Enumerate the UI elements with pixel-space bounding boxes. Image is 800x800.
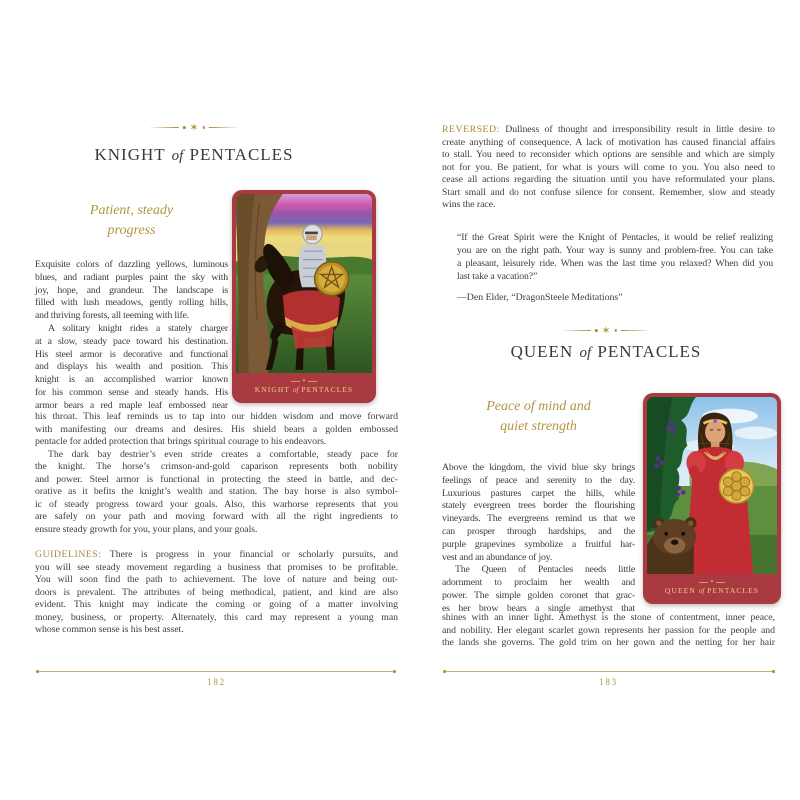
- title-word: QUEEN: [510, 342, 574, 361]
- body-text-narrow-column: [35, 259, 228, 413]
- text-line: ensure steady growth for you, your plans, and your goals.: [35, 523, 258, 535]
- text-line: His steel armor is decorative and functional: [35, 348, 228, 360]
- ornament-line: [621, 330, 652, 331]
- text-line: REVERSED: Dullness of thought and irresponsibility result in little desire to: [442, 124, 775, 135]
- subtitle-line: progress: [107, 222, 156, 238]
- section-divider-ornament: [560, 325, 652, 336]
- text-line: blues, and radiant purples paint the sky with: [35, 271, 228, 283]
- paragraph-label: REVERSED:: [442, 124, 500, 135]
- text-line: pentacle for added protection that brings spiritual courage to his endeavors.: [35, 436, 327, 448]
- keyword-subtitle: [35, 201, 228, 240]
- text-line: whose common sense is his best asset.: [35, 624, 184, 635]
- ornament-dot: [203, 126, 206, 129]
- text-line: “If the Great Spirit were the Knight of Pentacles, it would be relief realizing: [457, 232, 773, 243]
- body-text-full-width: [442, 612, 775, 650]
- text-line: the knight. The horse’s crimson-and-gold caparison represents both nobility: [35, 461, 398, 473]
- body-text-narrow-column: [442, 462, 635, 616]
- text-line: vest and an abundance of joy.: [442, 551, 552, 563]
- text-line: armor bears a red maple leaf embossed near: [35, 399, 228, 411]
- text-line: ic of steady progress toward your goals. Also, this warhorse represents that you: [35, 498, 398, 510]
- text-line: for his common sense and steady hands. His: [35, 386, 228, 398]
- card-artwork-knight: [236, 194, 372, 373]
- text-line: with manifesting our dreams and desires. His shield bears a golden embossed: [35, 423, 398, 435]
- band-ornament: [291, 379, 317, 384]
- text-line: The Queen of Pentacles needs little: [455, 564, 635, 576]
- text-line: create anything of consequence. A lack of motivation has caused financial affairs: [442, 136, 775, 148]
- star-icon: ✶: [601, 324, 611, 337]
- ornament-line: [560, 330, 591, 331]
- footer-rule: [37, 671, 395, 672]
- card-artwork-queen: [647, 397, 777, 574]
- caption-word: QUEEN: [664, 585, 696, 595]
- title-word: KNIGHT: [94, 145, 166, 164]
- text-line: power. The simple golden coronet that grac-: [442, 589, 635, 601]
- text-line: the lands she governs. The gold trim on her gown and the netting for her hair: [442, 637, 775, 649]
- text-line: filled with lush meadows, gently rolling hills,: [35, 297, 228, 309]
- text-line: adornment to proclaim her wealth and: [442, 577, 635, 589]
- band-ornament: [699, 580, 725, 585]
- reversed-paragraph: [442, 124, 775, 212]
- text-line: and thriving forests, all teeming with life.: [35, 310, 189, 322]
- title-word: PENTACLES: [597, 342, 702, 361]
- text-line: Luxurious pastures carpet the hills, while: [442, 487, 635, 499]
- page-number: 182: [207, 677, 226, 687]
- keyword-subtitle: [442, 397, 635, 436]
- ornament-line: [209, 127, 240, 128]
- text-line: stately evergreen trees border the flourishing: [442, 500, 635, 512]
- text-line: to stall. You need to reconsider which options are sensible and which are simply: [442, 149, 775, 160]
- text-line: Start small and do not confuse silence for consent. Remember, slow and steady: [442, 186, 775, 198]
- card-title-band: [647, 574, 777, 600]
- chapter-title-queen: [511, 342, 702, 362]
- caption-of: of: [698, 586, 705, 595]
- title-of: of: [579, 345, 592, 361]
- quote-block: [457, 232, 773, 284]
- star-icon: ✦: [301, 377, 307, 384]
- text-line: and power. Steel armor is functional in protecting the steed in battle, and dec-: [35, 473, 398, 485]
- paragraph-label: GUIDELINES:: [35, 549, 102, 560]
- text-line: Above the kingdom, the vivid blue sky brings: [442, 462, 635, 473]
- text-line: wins the race.: [442, 199, 496, 210]
- chapter-title-knight: [94, 145, 293, 165]
- quote-attribution: —Den Elder, “DragonSteele Meditations”: [457, 292, 623, 303]
- caption-word: KNIGHT: [254, 384, 290, 394]
- text-line: knight is an accomplished warrior known: [35, 374, 228, 386]
- text-line: GUIDELINES: There is progress in your financial or scholarly pursuits, and: [35, 549, 398, 560]
- text-line: joy, hope, and grandeur. The landscape is: [35, 284, 228, 296]
- text-line: are safely on your path and moving forward with all the right ingredients to: [35, 511, 398, 523]
- title-word: PENTACLES: [189, 145, 294, 164]
- subtitle-line: Patient, steady: [89, 203, 174, 218]
- text-line: A solitary knight rides a stately charger: [48, 322, 228, 334]
- page-number: 183: [599, 677, 618, 687]
- text-line: money, business, or property. Alternately, this card may represent a young man: [35, 611, 398, 623]
- card-caption: [665, 586, 759, 595]
- text-line: and nobility. Her elegant scarlet gown represents her passion for the people and: [442, 624, 775, 636]
- subtitle-line: quiet strength: [500, 418, 577, 434]
- ornament-dot: [183, 126, 186, 129]
- text-line: The dark bay destrier’s even stride creates a comfortable, steady pace for: [48, 448, 398, 460]
- star-icon: ✶: [189, 121, 199, 134]
- body-text-full-width: [35, 411, 398, 536]
- card-caption: [255, 385, 353, 394]
- text-line: his throat. This leaf reminds us to tap into our hidden wisdom and move forward: [35, 411, 398, 422]
- section-divider-ornament: [148, 122, 240, 133]
- text-line: can prosper through hardships, and the: [442, 525, 635, 537]
- footer-rule: [444, 671, 774, 672]
- text-line: shines with an inner light. Amethyst is the stone of contentment, inner peace,: [442, 612, 775, 623]
- text-line: a pleasant, leisurely ride. When was the last time you relaxed? When did you: [457, 257, 773, 269]
- text-line: feelings of peace and serenity to the day.: [442, 474, 635, 486]
- ornament-line: [148, 127, 179, 128]
- text-line: es her brow bears a single amethyst that: [442, 602, 635, 614]
- ornament-dot: [595, 329, 598, 332]
- caption-of: of: [292, 385, 299, 394]
- text-line: vineyards. The evergreens remind us that we: [442, 513, 635, 525]
- subtitle-line: Peace of mind and: [486, 399, 591, 414]
- guidelines-paragraph: [35, 549, 398, 637]
- text-line: Exquisite colors of dazzling yellows, luminous: [35, 259, 228, 270]
- text-line: purple grapevines symbolize a fruitful har-: [442, 538, 635, 550]
- card-title-band: [236, 373, 372, 399]
- star-icon: ✦: [709, 578, 715, 585]
- tarot-card-queen-of-pentacles: [643, 393, 781, 604]
- text-line: cease all actions regarding the situation until you have reformulated your plans.: [442, 174, 775, 185]
- text-line: and displays his wealth and position. This: [35, 361, 228, 373]
- caption-word: PENTACLES: [301, 384, 354, 394]
- text-line: you will see steady movement regarding a business that promises to be profitable.: [35, 561, 398, 573]
- ornament-line: [291, 381, 300, 382]
- text-line: evident. This knight may indicate the coming or going of a matter involving: [35, 599, 398, 610]
- ornament-line: [699, 582, 708, 583]
- ornament-line: [308, 381, 317, 382]
- text-line: last take a vacation?”: [457, 270, 538, 282]
- text-line: You will soon find the path to achievement. The love of nature and being out-: [35, 574, 398, 585]
- text-line: doors is prevalent. The attributes of being methodical, patient, and kind are also: [35, 586, 398, 598]
- text-line: orative as it befits the knight’s wealth and station. The bay horse is also symbol-: [35, 486, 398, 498]
- text-line: you are on the right path. Your way is sunny and problem-free. You can take: [457, 244, 773, 256]
- text-line: not for you. Be patient, for what is yours will come to you. You also need to: [442, 161, 775, 173]
- ornament-dot: [615, 329, 618, 332]
- ornament-line: [716, 582, 725, 583]
- title-of: of: [171, 148, 184, 164]
- tarot-card-knight-of-pentacles: [232, 190, 376, 403]
- caption-word: PENTACLES: [707, 585, 760, 595]
- text-line: at a slow, steady pace toward his destination.: [35, 335, 228, 347]
